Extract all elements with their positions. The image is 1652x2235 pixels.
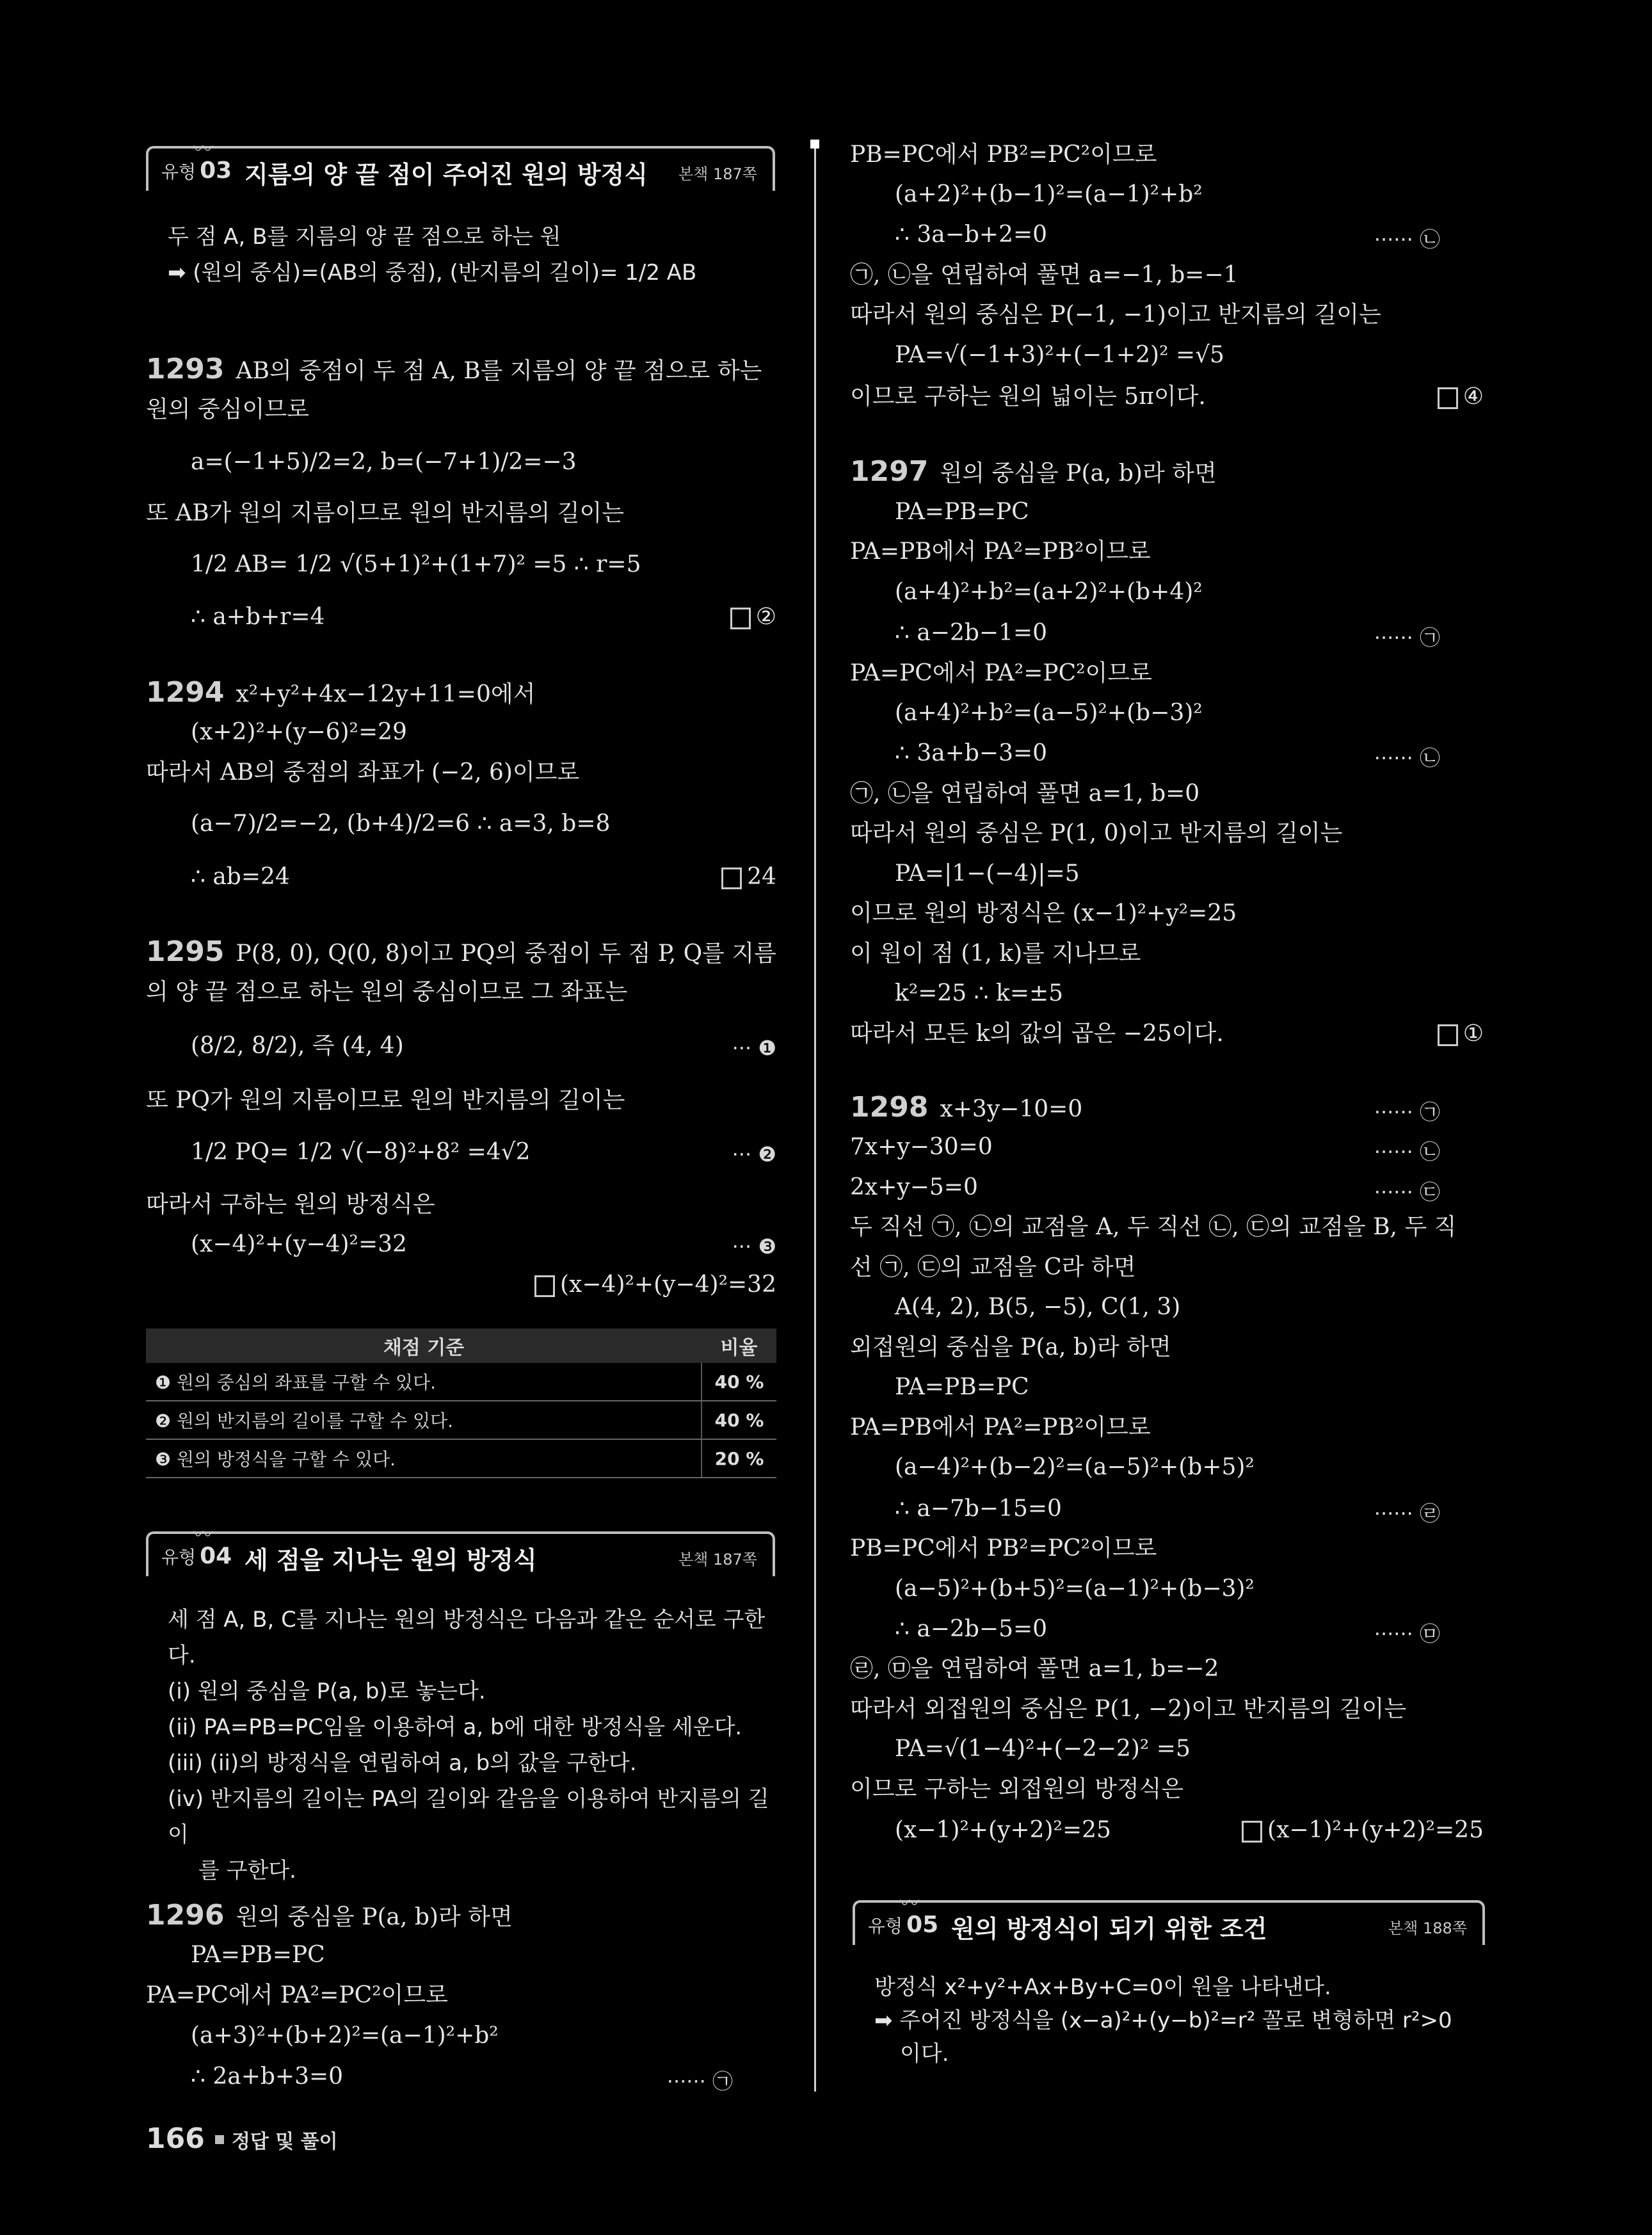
type04-page-ref: 본책 187쪽	[678, 1551, 757, 1569]
p1296c-line-5: 따라서 원의 중심은 P(−1, −1)이고 반지름의 길이는	[850, 302, 1381, 328]
p1296c-line-7: 이므로 구하는 원의 넓이는 5π이다.	[850, 383, 1206, 410]
p1298-line-1: 1298 x+3y−10=0	[850, 1091, 1083, 1124]
p1297-line-12: 이므로 원의 방정식은 (x−1)²+y²=25	[850, 900, 1237, 926]
p1295-line-7: (x−4)²+(y−4)²=32	[191, 1231, 407, 1257]
score-criterion: ❷ 원의 반지름의 길이를 구할 수 있다.	[146, 1401, 702, 1439]
score-pct: 40 %	[702, 1401, 776, 1439]
p1298-tag-2: ······ ㉡	[1374, 1140, 1440, 1164]
wave-icon: 〰	[900, 1892, 919, 1915]
type04-title: 세 점을 지나는 원의 방정식	[245, 1546, 537, 1574]
score-table	[146, 1328, 776, 1478]
p1294-number: 1294	[146, 676, 225, 709]
score-header-criterion: 채점 기준	[146, 1328, 702, 1363]
type05-title: 원의 방정식이 되기 위한 조건	[951, 1915, 1267, 1943]
p1298-tag-4: ······ ㉣	[1374, 1501, 1440, 1526]
p1298-line-3: 2x+y−5=0	[850, 1174, 978, 1200]
p1298-line-16: 따라서 외접원의 중심은 P(1, −2)이고 반지름의 길이는	[850, 1696, 1407, 1722]
answer-icon	[1438, 1024, 1458, 1046]
type03-page-ref: 본책 187쪽	[678, 165, 757, 183]
p1294-answer: 24	[721, 863, 776, 891]
p1298-line-9: PA=PB에서 PA²=PB²이므로	[850, 1414, 1151, 1440]
p1293-line-3: a=(−1+5)/2=2, b=(−7+1)/2=−3	[191, 449, 577, 475]
p1298-line-13: (a−5)²+(b+5)²=(a−1)²+(b−3)²	[895, 1576, 1255, 1602]
p1296-line-1: 1296 원의 중심을 P(a, b)라 하면	[146, 1899, 513, 1932]
type05-header	[853, 1892, 1485, 1945]
p1293-number: 1293	[146, 353, 225, 385]
type03-line2: ➡ (원의 중심)=(AB의 중점), (반지름의 길이)= 1/2 AB	[168, 260, 697, 286]
p1298-tag-1: ······ ㉠	[1374, 1100, 1440, 1124]
score-pct: 40 %	[702, 1363, 776, 1401]
p1298-tag-3: ······ ㉢	[1374, 1180, 1440, 1204]
p1298-line-18: 이므로 구하는 외접원의 방정식은	[850, 1776, 1184, 1802]
p1298-answer: (x−1)²+(y+2)²=25	[1242, 1816, 1484, 1844]
p1297-answer: ①	[1438, 1020, 1484, 1048]
p1295-line-5: 1/2 PQ= 1/2 √(−8)²+8² =4√2	[191, 1139, 531, 1165]
p1298-line-12: PB=PC에서 PB²=PC²이므로	[850, 1535, 1157, 1561]
p1297-line-14: k²=25 ∴ k=±5	[895, 980, 1064, 1006]
type05-line: 방정식 x²+y²+Ax+By+C=0이 원을 나타낸다.	[874, 1974, 1331, 2000]
p1297-line-2: PA=PB=PC	[895, 499, 1029, 525]
p1298-line-6: A(4, 2), B(5, −5), C(1, 3)	[895, 1294, 1181, 1320]
answer-icon	[1242, 1821, 1262, 1843]
column-divider	[814, 142, 816, 2092]
p1296c-tag: ······ ㉡	[1374, 227, 1440, 252]
type05-page-ref: 본책 188쪽	[1388, 1919, 1467, 1937]
p1298-line-17: PA=√(1−4)²+(−2−2)² =5	[895, 1736, 1191, 1762]
p1295-step-1: ··· ❶	[732, 1036, 776, 1060]
p1295-line-3: (8/2, 8/2), 즉 (4, 4)	[191, 1033, 404, 1059]
score-criterion: ❶ 원의 중심의 좌표를 구할 수 있다.	[146, 1363, 702, 1401]
p1296c-line-1: PB=PC에서 PB²=PC²이므로	[850, 141, 1157, 168]
p1296c-line-3: ∴ 3a−b+2=0	[895, 222, 1048, 248]
p1296c-line-4: ㉠, ㉡을 연립하여 풀면 a=−1, b=−1	[850, 262, 1239, 288]
type03-body	[168, 219, 769, 291]
p1295-number: 1295	[146, 935, 225, 968]
p1298-line-15: ㉣, ㉤을 연립하여 풀면 a=1, b=−2	[850, 1656, 1219, 1682]
p1294-line-2: (x+2)²+(y−6)²=29	[191, 719, 407, 745]
type04-header	[146, 1524, 775, 1576]
type04-line: (iii) (ii)의 방정식을 연립하여 a, b의 값을 구한다.	[168, 1750, 637, 1776]
p1296-number: 1296	[146, 1899, 225, 1932]
p1297-line-13: 이 원이 점 (1, k)를 지나므로	[850, 940, 1141, 967]
type03-line1: 두 점 A, B를 지름의 양 끝 점으로 하는 원	[168, 224, 561, 250]
p1298-line-11: ∴ a−7b−15=0	[895, 1496, 1062, 1522]
p1297-line-7: (a+4)²+b²=(a−5)²+(b−3)²	[895, 700, 1203, 726]
type05-line: ➡ 주어진 방정식을 (x−a)²+(y−b)²=r² 꼴로 변형하면 r²>0	[874, 2008, 1452, 2033]
p1295-answer: (x−4)²+(y−4)²=32	[534, 1271, 776, 1299]
answer-icon	[1438, 387, 1458, 409]
p1294-line-3: 따라서 AB의 중점의 좌표가 (−2, 6)이므로	[146, 759, 580, 786]
answer-icon	[721, 867, 742, 889]
score-criterion: ❸ 원의 방정식을 구할 수 있다.	[146, 1439, 702, 1478]
answer-icon	[534, 1275, 555, 1297]
p1298-line-5: 선 ㉠, ㉢의 교점을 C라 하면	[850, 1254, 1136, 1280]
p1296-tag: ······ ㉠	[666, 2069, 733, 2094]
p1298-tag-5: ······ ㉤	[1374, 1622, 1440, 1646]
p1298-line-8: PA=PB=PC	[895, 1374, 1029, 1400]
p1297-tag-1: ······ ㉠	[1374, 625, 1440, 650]
p1297-number: 1297	[850, 455, 929, 488]
score-table-header	[146, 1328, 776, 1363]
p1293-line-2: 원의 중심이므로	[146, 396, 309, 423]
p1295-line-1: 1295 P(8, 0), Q(0, 8)이고 PQ의 중점이 두 점 P, Q를 지름	[146, 935, 776, 968]
p1297-line-3: PA=PB에서 PA²=PB²이므로	[850, 538, 1151, 565]
p1296-line-2: PA=PB=PC	[191, 1942, 325, 1968]
p1294-line-5: ∴ ab=24	[191, 864, 290, 890]
p1298-line-7: 외접원의 중심을 P(a, b)라 하면	[850, 1334, 1171, 1360]
p1293-line-6: ∴ a+b+r=4	[191, 604, 325, 630]
type05-body	[874, 1971, 1476, 2070]
p1295-line-4: 또 PQ가 원의 지름이므로 원의 반지름의 길이는	[146, 1087, 625, 1113]
score-header-pct: 비율	[702, 1328, 776, 1363]
type04-line: 를 구한다.	[198, 1858, 296, 1884]
p1297-line-10: 따라서 원의 중심은 P(1, 0)이고 반지름의 길이는	[850, 820, 1343, 846]
answer-icon	[730, 608, 751, 629]
type04-line: 다.	[168, 1643, 196, 1668]
p1298-line-14: ∴ a−2b−5=0	[895, 1616, 1048, 1642]
p1296-line-3: PA=PC에서 PA²=PC²이므로	[146, 1982, 448, 2008]
type05-label: 유형 05	[868, 1912, 939, 1938]
p1293-answer: ②	[730, 603, 776, 631]
p1295-step-2: ··· ❷	[732, 1142, 776, 1166]
p1295-line-2: 의 양 끝 점으로 하는 원의 중심이므로 그 좌표는	[146, 979, 628, 1005]
square-bullet-icon	[215, 2135, 224, 2144]
p1298-line-2: 7x+y−30=0	[850, 1134, 993, 1160]
p1293-line-1: 1293 AB의 중점이 두 점 A, B를 지름의 양 끝 점으로 하는	[146, 353, 762, 385]
p1297-line-6: PA=PC에서 PA²=PC²이므로	[850, 660, 1152, 686]
p1294-line-1: 1294 x²+y²+4x−12y+11=0에서	[146, 676, 536, 709]
p1294-line-4: (a−7)/2=−2, (b+4)/2=6 ∴ a=3, b=8	[191, 811, 611, 837]
page-number: 166	[146, 2122, 205, 2155]
type04-line: (i) 원의 중심을 P(a, b)로 놓는다.	[168, 1679, 486, 1704]
type03-label: 유형 03	[161, 157, 232, 184]
p1296c-line-2: (a+2)²+(b−1)²=(a−1)²+b²	[895, 181, 1203, 207]
p1297-line-15: 따라서 모든 k의 값의 곱은 −25이다.	[850, 1021, 1224, 1047]
page-footer	[146, 2122, 338, 2155]
table-row	[146, 1439, 776, 1478]
table-row	[146, 1401, 776, 1439]
p1297-line-8: ∴ 3a+b−3=0	[895, 740, 1048, 766]
type03-title: 지름의 양 끝 점이 주어진 원의 방정식	[245, 161, 648, 189]
p1293-line-4: 또 AB가 원의 지름이므로 원의 반지름의 길이는	[146, 500, 625, 526]
p1297-line-11: PA=|1−(−4)|=5	[895, 860, 1080, 887]
type04-label: 유형 04	[161, 1543, 232, 1569]
p1296c-line-6: PA=√(−1+3)²+(−1+2)² =√5	[895, 342, 1224, 368]
wave-icon: 〰	[193, 1524, 213, 1546]
p1296c-answer: ④	[1438, 383, 1484, 411]
p1293-line-5: 1/2 AB= 1/2 √(5+1)²+(1+7)² =5 ∴ r=5	[191, 551, 641, 577]
p1296-line-4: (a+3)²+(b+2)²=(a−1)²+b²	[191, 2022, 499, 2049]
p1296-line-5: ∴ 2a+b+3=0	[191, 2063, 344, 2090]
p1295-line-6: 따라서 구하는 원의 방정식은	[146, 1191, 435, 1218]
type05-line: 이다.	[900, 2041, 949, 2067]
p1295-step-3: ··· ❸	[732, 1234, 776, 1259]
p1297-line-5: ∴ a−2b−1=0	[895, 620, 1048, 646]
p1297-line-1: 1297 원의 중심을 P(a, b)라 하면	[850, 455, 1217, 488]
type04-line: 세 점 A, B, C를 지나는 원의 방정식은 다음과 같은 순서로 구한	[168, 1607, 766, 1633]
type04-line: (ii) PA=PB=PC임을 이용하여 a, b에 대한 방정식을 세운다.	[168, 1715, 742, 1740]
type03-header	[146, 138, 775, 191]
p1297-tag-2: ······ ㉡	[1374, 746, 1440, 770]
p1298-number: 1298	[850, 1091, 929, 1124]
table-row	[146, 1363, 776, 1401]
footer-label: 정답 및 풀이	[231, 2131, 338, 2153]
p1297-line-4: (a+4)²+b²=(a+2)²+(b+4)²	[895, 579, 1203, 605]
type04-line: (iv) 반지름의 길이는 PA의 길이와 같음을 이용하여 반지름의 길이	[168, 1786, 769, 1848]
p1298-line-10: (a−4)²+(b−2)²=(a−5)²+(b+5)²	[895, 1454, 1255, 1480]
score-pct: 20 %	[702, 1439, 776, 1478]
divider-marker	[810, 140, 819, 149]
p1298-line-19: (x−1)²+(y+2)²=25	[895, 1817, 1111, 1843]
p1298-line-4: 두 직선 ㉠, ㉡의 교점을 A, 두 직선 ㉡, ㉢의 교점을 B, 두 직	[850, 1214, 1457, 1240]
wave-icon: 〰	[193, 138, 213, 161]
type04-body	[168, 1602, 769, 1889]
p1297-line-9: ㉠, ㉡을 연립하여 풀면 a=1, b=0	[850, 780, 1200, 807]
